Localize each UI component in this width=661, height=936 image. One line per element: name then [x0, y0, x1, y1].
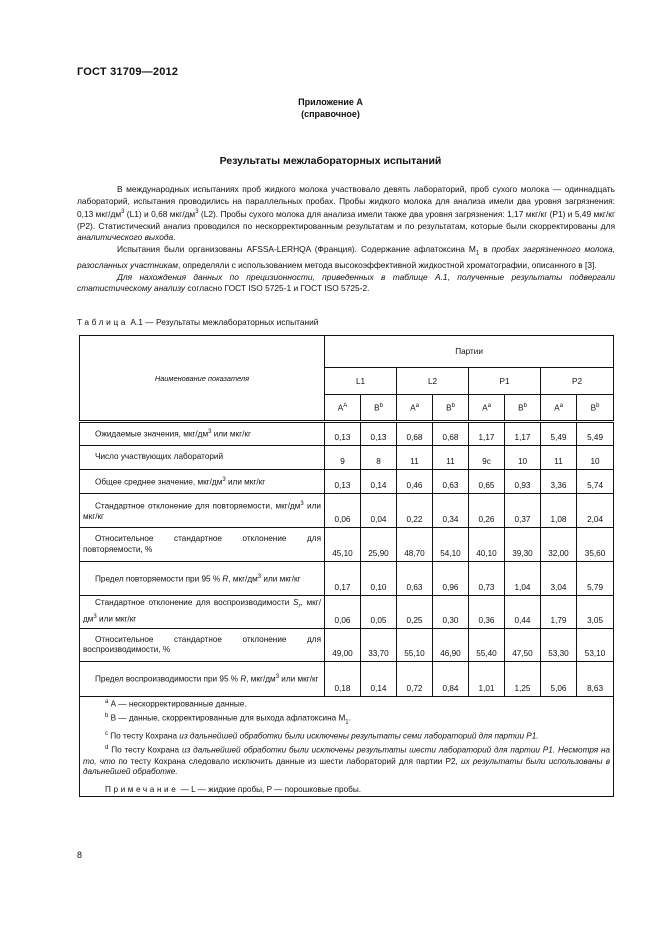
- table-row: [80, 470, 614, 494]
- cell-value: 3,36: [541, 470, 577, 494]
- party-header: Партии: [325, 336, 614, 368]
- group-header-p2: P2: [541, 368, 614, 395]
- row-label: Относительное стандартное отклонение для повторяемости, %: [80, 528, 325, 562]
- cell-value: 0,10: [361, 562, 397, 596]
- cell-value: 40,10: [469, 528, 505, 562]
- sub-header-b: $B^b$: [361, 395, 397, 422]
- cell-value: 5,49: [541, 422, 577, 446]
- cell-value: 11: [433, 446, 469, 470]
- results-table: [79, 335, 614, 797]
- cell-value: 35,60: [577, 528, 614, 562]
- cell-value: 0,73: [469, 562, 505, 596]
- cell-value: 0,46: [397, 470, 433, 494]
- footnote-d: $^d$ По тесту Кохрана из дальнейшей обработки были исключены результаты шести лабораторий для партии P1. Несмотря на то, что по тесту Кохрана следовало исключить данные из шести лабораторий для партии P2, их результаты были использованы в дальнейшей обработке.: [83, 745, 611, 777]
- sub-header-a: $A^A$: [325, 395, 361, 422]
- cell-value: 3,05: [577, 596, 614, 629]
- paragraph-3: Для нахождения данных по прецизионности, приведенных в таблице А.1, полученные результаты подвергали статистическому анализу согласно ГОСТ ISO 5725-1 и ГОСТ ISO 5725-2.: [77, 271, 615, 294]
- table-row: [80, 422, 614, 446]
- cell-value: 1,01: [469, 662, 505, 697]
- table-row: [80, 562, 614, 596]
- row-label: Стандартное отклонение для воспроизводимости $S_r$, мкг/$дм^3$ или мкг/кг: [80, 596, 325, 629]
- cell-value: 1,25: [505, 662, 541, 697]
- cell-value: 5,74: [577, 470, 614, 494]
- section-title: Результаты межлабораторных испытаний: [219, 155, 442, 167]
- cell-value: 5,79: [577, 562, 614, 596]
- cell-value: 32,00: [541, 528, 577, 562]
- table-row: [80, 494, 614, 528]
- cell-value: 11: [397, 446, 433, 470]
- cell-value: 47,50: [505, 629, 541, 662]
- cell-value: 46,90: [433, 629, 469, 662]
- cell-value: 53,10: [577, 629, 614, 662]
- cell-value: 0,14: [361, 662, 397, 697]
- cell-value: 33,70: [361, 629, 397, 662]
- cell-value: 9: [325, 446, 361, 470]
- cell-value: 0,93: [505, 470, 541, 494]
- cell-value: 1,08: [541, 494, 577, 528]
- row-label: Общее среднее значение, мкг/$дм^3$ или мкг/кг: [80, 470, 325, 494]
- cell-value: 0,26: [469, 494, 505, 528]
- cell-value: 0,06: [325, 494, 361, 528]
- sub-header-a: $A^a$: [541, 395, 577, 422]
- table-row: [80, 528, 614, 562]
- cell-value: 0,06: [325, 596, 361, 629]
- row-label: Ожидаемые значения, мкг/$дм^3$ или мкг/кг: [80, 422, 325, 446]
- cell-value: 55,40: [469, 629, 505, 662]
- cell-value: 1,17: [469, 422, 505, 446]
- appendix-title: Приложение А: [298, 97, 363, 107]
- cell-value: 0,68: [397, 422, 433, 446]
- group-header-l2: L2: [397, 368, 469, 395]
- cell-value: 8: [361, 446, 397, 470]
- page-number: 8: [77, 850, 83, 860]
- cell-value: 0,14: [361, 470, 397, 494]
- cell-value: 5,49: [577, 422, 614, 446]
- group-header-p1: P1: [469, 368, 541, 395]
- footnote-c: $^с$ По тесту Кохрана из дальнейшей обработки были исключены результаты семи лабораторий для партии P1.: [105, 731, 539, 741]
- cell-value: 0,63: [397, 562, 433, 596]
- cell-value: 0,34: [433, 494, 469, 528]
- row-label: Число участвующих лабораторий: [80, 446, 325, 470]
- footnote-b: $^b$ В — данные, скорректированные для выхода афлатоксина $M_1$.: [105, 713, 351, 726]
- row-label: Предел повторяемости при 95 % R, мкг/$дм^3$ или мкг/кг: [80, 562, 325, 596]
- cell-value: 2,04: [577, 494, 614, 528]
- header-row-1: [80, 336, 614, 368]
- cell-value: 0,13: [325, 470, 361, 494]
- cell-value: 0,17: [325, 562, 361, 596]
- paragraph-2: Испытания были организованы AFSSA-LERHQA (Франция). Содержание афлатоксина $M_1$ в пробах загрязненного молока, разосланных участникам, определяли с использованием метода высокоэффективной жидкостной хроматографии, описанного в [3].: [77, 243, 615, 271]
- cell-value: 0,84: [433, 662, 469, 697]
- row-label: Стандартное отклонение для повторяемости, мкг/$дм^3$ или мкг/кг: [80, 494, 325, 528]
- body-text: [77, 184, 615, 295]
- table-row: [80, 662, 614, 697]
- cell-value: 48,70: [397, 528, 433, 562]
- cell-value: 10: [505, 446, 541, 470]
- cell-value: 54,10: [433, 528, 469, 562]
- cell-value: 0,63: [433, 470, 469, 494]
- cell-value: 39,30: [505, 528, 541, 562]
- footnote-a: $^а$ А — нескорректированные данные.: [105, 699, 247, 709]
- cell-value: 53,30: [541, 629, 577, 662]
- cell-value: 55,10: [397, 629, 433, 662]
- cell-value: 3,04: [541, 562, 577, 596]
- group-header-l1: L1: [325, 368, 397, 395]
- cell-value: 0,04: [361, 494, 397, 528]
- row-label: Предел воспроизводимости при 95 % R, мкг/$дм^3$ или мкг/кг: [80, 662, 325, 697]
- cell-value: 0,96: [433, 562, 469, 596]
- cell-value: 8,63: [577, 662, 614, 697]
- sub-header-a: $A^a$: [469, 395, 505, 422]
- cell-value: 0,05: [361, 596, 397, 629]
- cell-value: 1,17: [505, 422, 541, 446]
- paragraph-1: В международных испытаниях проб жидкого молока участвовало девять лабораторий, проб сухого молока — одиннадцать лабораторий, испытания проводились на параллельных пробах. Пробы жидкого молока для анализа имели два уровня загрязнения: 0,13 мкг/$дм^3$ (L1) и 0,68 мкг/$дм^3$ (L2). Пробы сухого молока для анализа имели также два уровня загрязнения: 1,17 мкг/кг (P1) и 5,49 мкг/кг (P2). Статистический анализ проводился по нескорректированным результатам и по результатам, которые были скорректированы для аналитического выхода.: [77, 184, 615, 243]
- cell-value: 0,65: [469, 470, 505, 494]
- cell-value: 10: [577, 446, 614, 470]
- cell-value: 49,00: [325, 629, 361, 662]
- table-row: [80, 629, 614, 662]
- sub-header-b: $B^b$: [577, 395, 614, 422]
- cell-value: 0,30: [433, 596, 469, 629]
- sub-header-b: $B^b$: [433, 395, 469, 422]
- document-id: ГОСТ 31709—2012: [77, 66, 179, 78]
- cell-value: 0,44: [505, 596, 541, 629]
- cell-value: 0,22: [397, 494, 433, 528]
- footnotes-row: [80, 697, 614, 797]
- cell-value: 9c: [469, 446, 505, 470]
- cell-value: 0,37: [505, 494, 541, 528]
- cell-value: 45,10: [325, 528, 361, 562]
- row-label: Относительное стандартное отклонение для воспроизводимости, %: [80, 629, 325, 662]
- table-row: [80, 596, 614, 629]
- cell-value: 25,90: [361, 528, 397, 562]
- table-note: Примечание — L — жидкие пробы, P — порошковые пробы.: [105, 784, 361, 794]
- cell-value: 0,13: [361, 422, 397, 446]
- sub-header-a: $A^a$: [397, 395, 433, 422]
- cell-value: 0,13: [325, 422, 361, 446]
- cell-value: 0,72: [397, 662, 433, 697]
- name-column-header: Наименование показателя: [80, 336, 325, 422]
- table-row: [80, 446, 614, 470]
- cell-value: 5,06: [541, 662, 577, 697]
- cell-value: 1,79: [541, 596, 577, 629]
- table-caption: Таблица А.1 — Результаты межлабораторных испытаний: [77, 317, 319, 327]
- cell-value: 0,25: [397, 596, 433, 629]
- cell-value: 11: [541, 446, 577, 470]
- appendix-subtitle: (справочное): [301, 109, 360, 119]
- table-footnotes: [80, 697, 614, 797]
- sub-header-b: $B^b$: [505, 395, 541, 422]
- cell-value: 0,36: [469, 596, 505, 629]
- cell-value: 0,68: [433, 422, 469, 446]
- cell-value: 1,04: [505, 562, 541, 596]
- cell-value: 0,18: [325, 662, 361, 697]
